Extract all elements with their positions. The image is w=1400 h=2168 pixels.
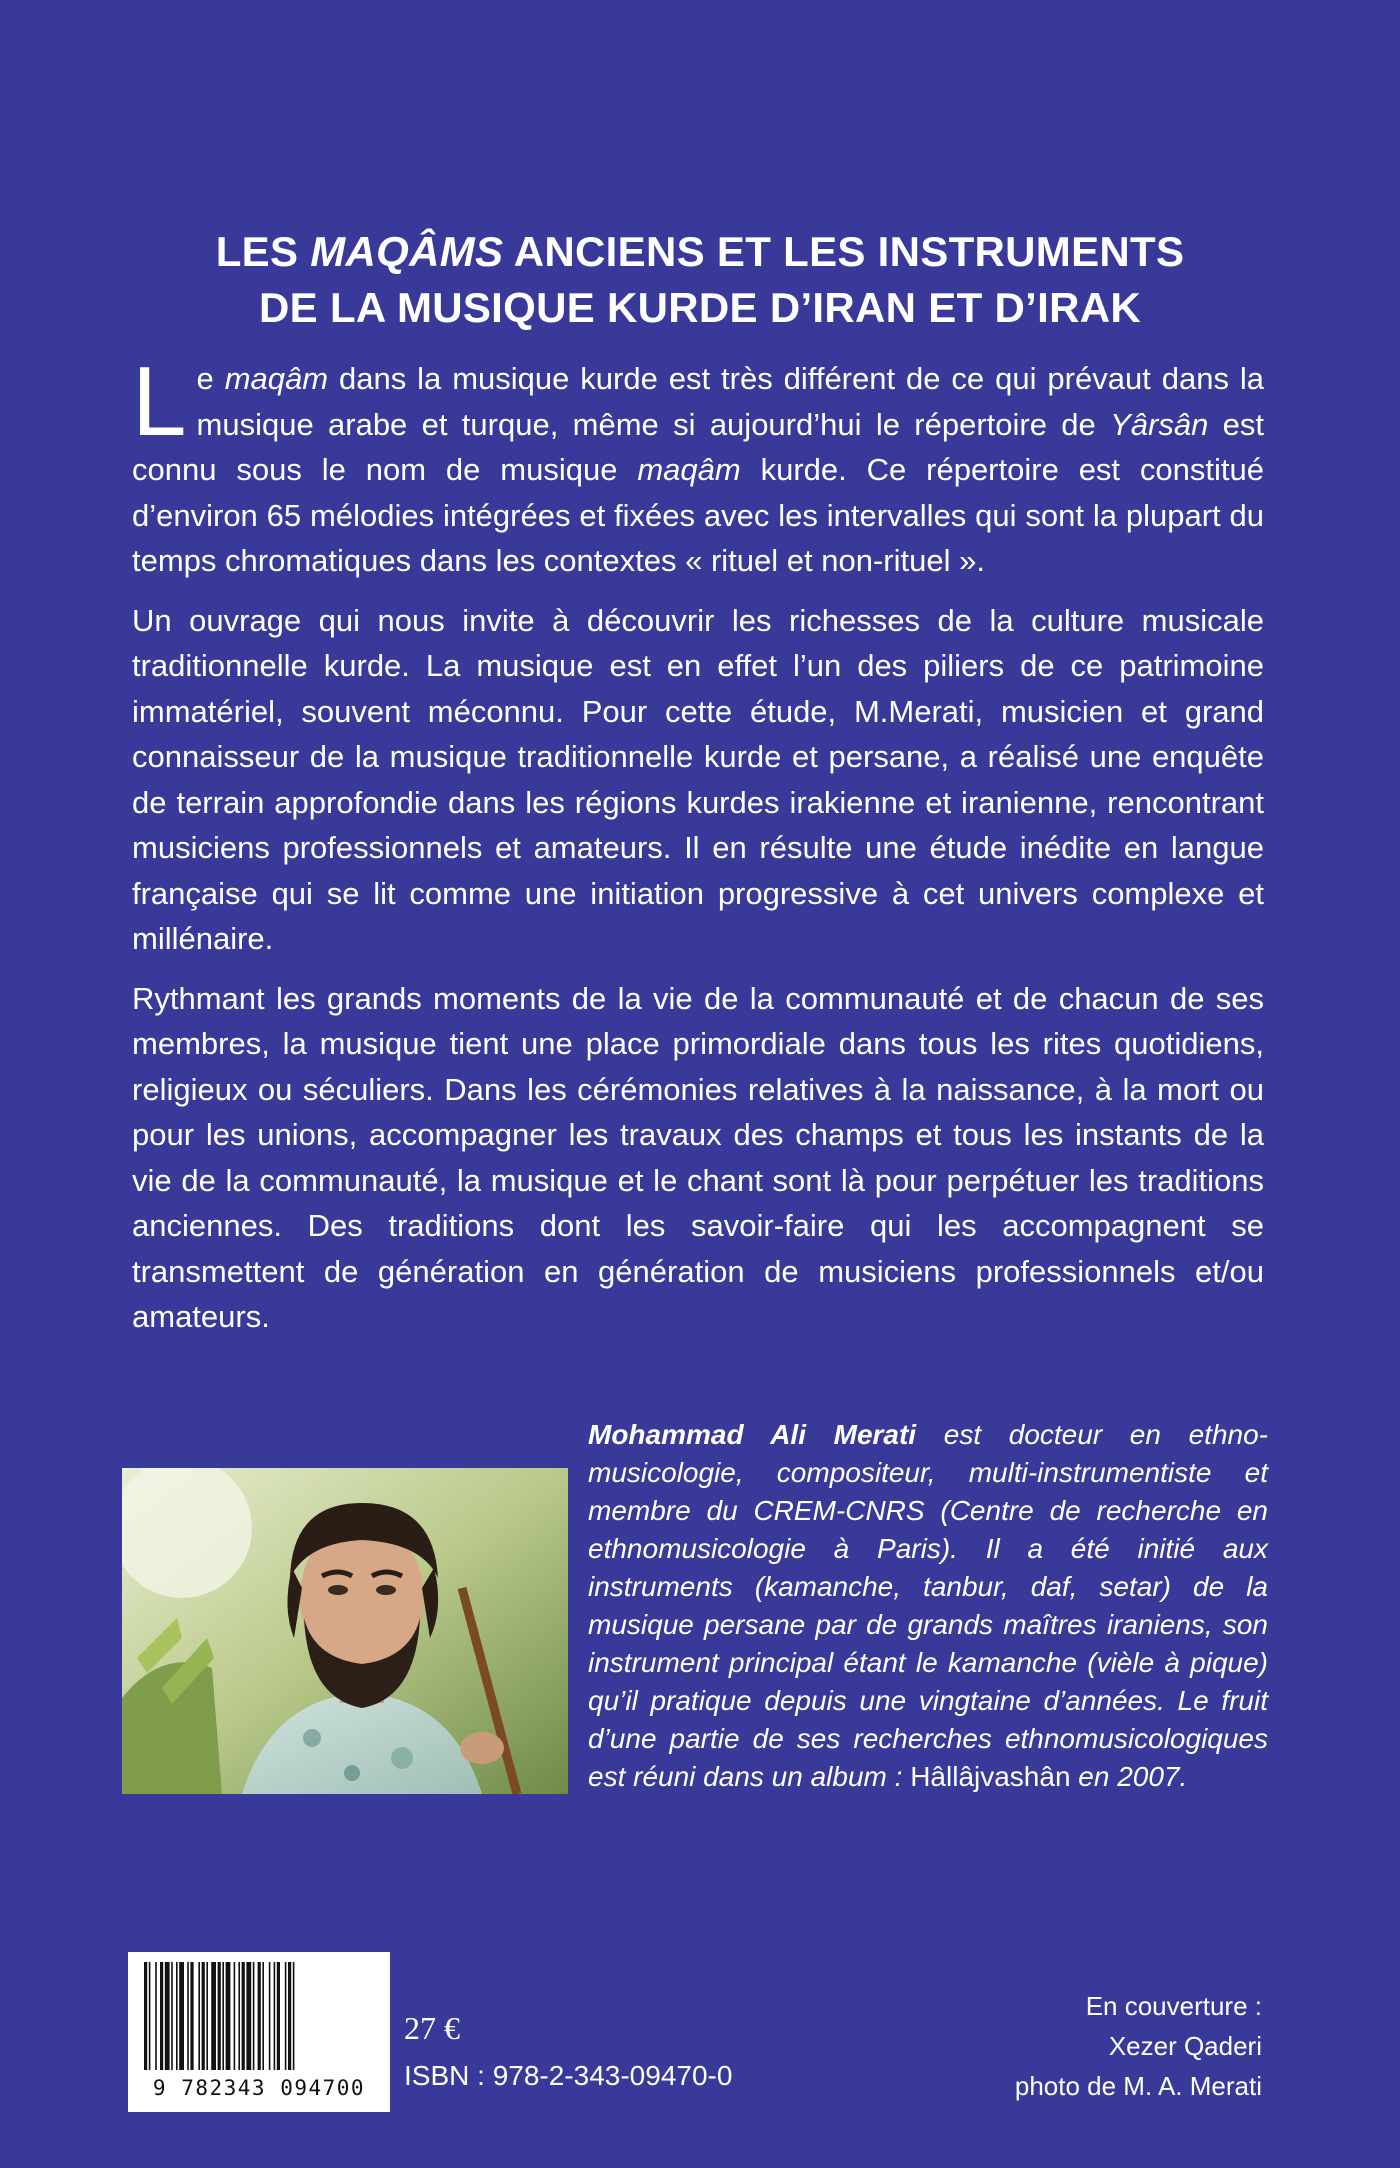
barcode-bar <box>179 1962 184 2070</box>
barcode-bars <box>128 1952 390 2076</box>
barcode-bar <box>176 1962 178 2070</box>
drop-cap: L <box>132 346 187 456</box>
author-name: Mohammad Ali Merati <box>588 1419 917 1450</box>
barcode-bar <box>155 1962 157 2070</box>
barcode-bar <box>293 1962 295 2070</box>
barcode-bar <box>288 1962 291 2070</box>
barcode-bar <box>258 1962 261 2070</box>
barcode-bar <box>222 1962 224 2070</box>
blurb <box>132 346 1265 1354</box>
barcode-bar <box>285 1962 287 2070</box>
barcode-bar <box>149 1962 151 2070</box>
barcode-bar <box>269 1962 271 2070</box>
paragraph-1: Le maqâm dans la musique kurde est très différent de ce qui prévaut dans la musique arabe et turque, même si aujourd’hui le répertoire de Yârsân est connu sous le nom de musique maqâm kurde. Ce répertoire est constitué d’environ 65 mélodies intégrées et fixées avec les intervalles qui sont la plupart du temps chromatiques dans les contextes « rituel et non-rituel ». <box>132 346 1265 578</box>
barcode-bar <box>218 1962 221 2070</box>
barcode-bar <box>202 1962 205 2070</box>
barcode-bar <box>187 1962 189 2070</box>
album-year: en 2007. <box>1070 1761 1188 1792</box>
barcode-bar <box>198 1962 200 2070</box>
barcode-bar <box>234 1962 236 2070</box>
barcode-bar <box>144 1962 147 2070</box>
barcode-bar <box>190 1962 193 2070</box>
barcode-bar <box>242 1962 245 2070</box>
barcode-bar <box>253 1962 255 2070</box>
title-italic-term: MAQÂMS <box>310 228 504 276</box>
barcode-digits: 9 782343 094700 <box>152 2076 366 2100</box>
credit-line-1: En couverture : <box>1085 1991 1262 2021</box>
book-title <box>120 224 1280 336</box>
barcode-bar <box>246 1962 251 2070</box>
credit-line-2: Xezer Qaderi <box>1108 2031 1262 2061</box>
barcode-bar <box>206 1962 208 2070</box>
barcode-bar <box>277 1962 280 2070</box>
title-line-1: LES MAQÂMS ANCIENS ET LES INSTRUMENTS <box>215 228 1185 276</box>
barcode-bar <box>238 1962 240 2070</box>
title-line-2: DE LA MUSIQUE KURDE D’IRAN ET D’IRAK <box>259 284 1141 332</box>
isbn-barcode <box>128 1952 390 2112</box>
barcode-bar <box>211 1962 216 2070</box>
paragraph-3: Rythmant les grands moments de la vie de la communauté et de chacun de ses membres, la musique tient une place primordiale dans tous les rites quotidiens, religieux ou séculiers. Dans les cérémonies relatives à la naissance, à la mort ou pour les unions, accompagner les travaux des champs et tous les instants de la vie de la communauté, la musique et le chant sont là pour perpétuer les traditions anciennes. Des traditions dont les savoir-faire qui les accompagnent se transmettent de génération en génération de musiciens professionnels et/ou amateurs. <box>132 980 1264 1334</box>
cover-credit <box>1015 1986 1262 2106</box>
author-photo-illustration <box>122 1468 568 1794</box>
barcode-bar <box>262 1962 264 2070</box>
barcode-bar <box>160 1962 163 2070</box>
author-photo <box>122 1468 568 1794</box>
credit-line-3: photo de M. A. Merati <box>1014 2071 1262 2101</box>
barcode-bar <box>171 1962 173 2070</box>
price: 27 € <box>404 2010 460 2046</box>
paragraph-2: Un ouvrage qui nous invite à découvrir les richesses de la culture musicale traditionnelle kurde. La musique est en effet l’un des piliers de ce patrimoine immatériel, souvent méconnu. Pour cette étude, M.Merati, musicien et grand connaisseur de la musique traditionnelle kurde et persane, a réalisé une enquête de terrain approfondie dans les régions kurdes irakienne et iranienne, rencontrant musiciens professionnels et amateurs. Il en résulte une étude inédite en langue française qui se lit comme une initiation progressive à cet univers complexe et millénaire. <box>132 602 1264 956</box>
album-title: Hâllâjvashân <box>910 1761 1071 1792</box>
barcode-bar <box>226 1962 231 2070</box>
barcode-bar <box>274 1962 276 2070</box>
barcode-bar <box>165 1962 170 2070</box>
author-bio <box>588 1416 1268 1796</box>
author-bio-text: est docteur en ethnomusicologie, compositeur, multi-instrumentiste et membre du CREM-CNRS (Centre de recherche en ethnomusicologie à Paris). Il a été initié aux instruments (kamanche, tanbur, daf, setar) de la musique persane par de grands maîtres iraniens, son instrument principal étant le kamanche (vièle à pique) qu’il pratique depuis une vingtaine d’années. Le fruit d’une partie de ses recherches ethnomusicologiques est réuni dans un album : <box>588 1419 1268 1792</box>
isbn-number: ISBN : 978-2-343-09470-0 <box>404 2060 733 2091</box>
